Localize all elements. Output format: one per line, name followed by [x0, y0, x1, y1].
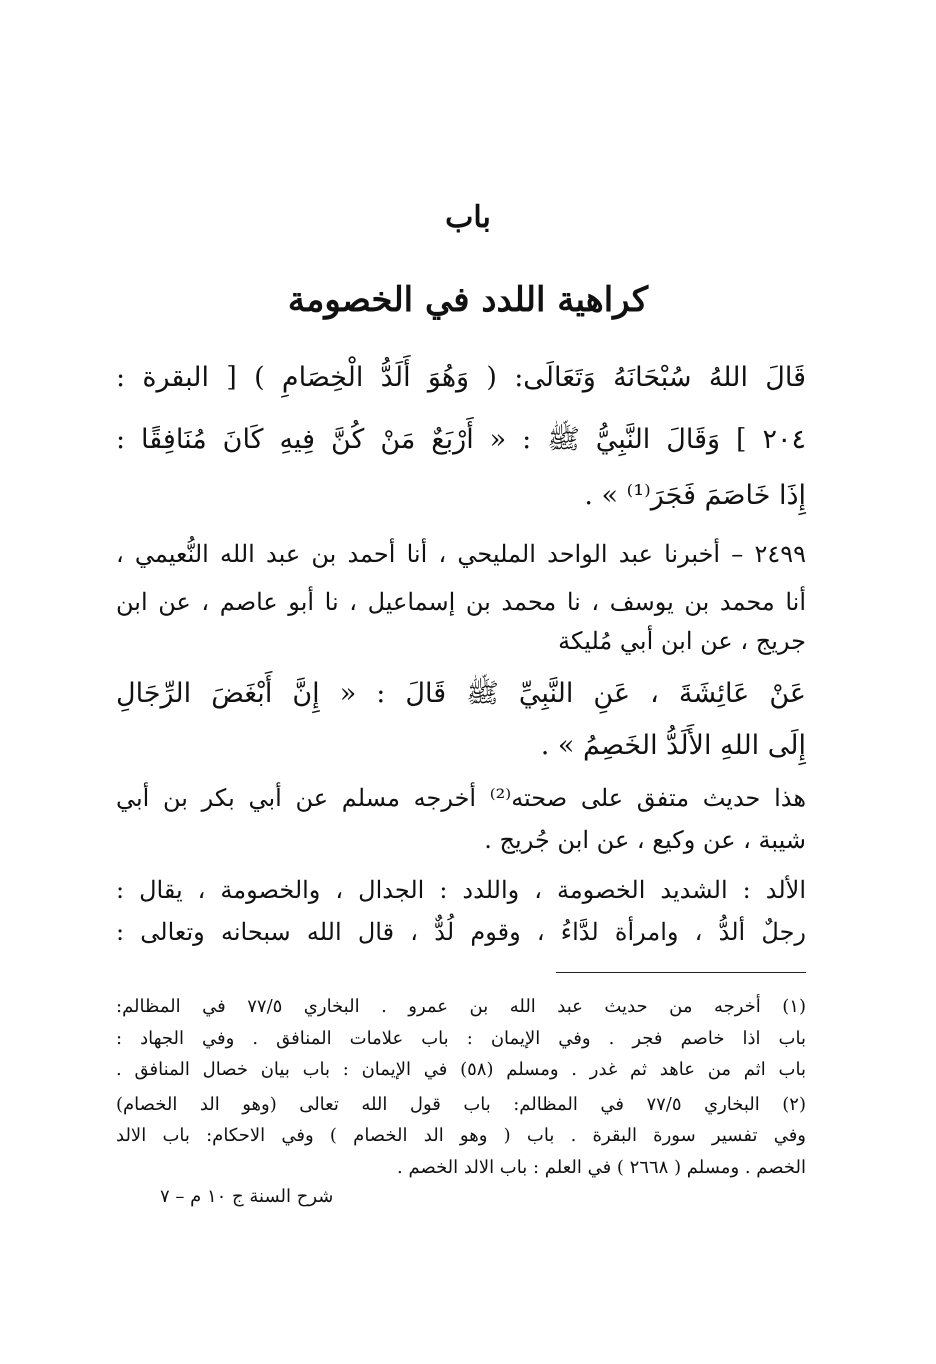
quran-line: ٢٠٤ ] وَقَالَ النَّبِيُّ ﷺ : « أَرْبَعٌ مَنْ كُنَّ فِيهِ كَانَ مُنَافِقًا :	[116, 424, 806, 455]
footnote-line: (١) أخرجه من حديث عبد الله بن عمرو . البخاري ٧٧/٥ في المظالم:	[116, 996, 806, 1017]
footnote-line: باب اذا خاصم فجر . وفي الإيمان : باب علامات المنافق . وفي الجهاد :	[116, 1028, 806, 1049]
footnote-separator	[556, 972, 806, 973]
footnote-line: الخصم . ومسلم ( ٢٦٦٨ ) في العلم : باب الالد الخصم .	[397, 1157, 806, 1178]
hadith-isnad-line: جريج ، عن ابن أبي مُليكة	[558, 627, 806, 655]
chapter-title: كراهية اللدد في الخصومة	[287, 280, 649, 320]
hadith-matn-line: عَنْ عَائِشَةَ ، عَنِ النَّبِيِّ ﷺ قَالَ : « إِنَّ أَبْغَضَ الرِّجَالِ	[116, 678, 806, 709]
hadith-isnad-line: ٢٤٩٩ – أخبرنا عبد الواحد المليحي ، أنا أحمد بن عبد الله النُّعيمي ،	[116, 540, 806, 568]
footnote-line: (٢) البخاري ٧٧/٥ في المظالم: باب قول الله تعالى (وهو الد الخصام)	[116, 1094, 806, 1115]
chapter-label: باب	[445, 200, 491, 235]
footnote-line: وفي تفسير سورة البقرة . باب ( وهو الد الخصام ) وفي الاحكام: باب الالد	[116, 1125, 806, 1146]
takhrij-line: شيبة ، عن وكيع ، عن ابن جُريج .	[484, 826, 806, 854]
gloss-line: رجلٌ ألدُّ ، وامرأة لدَّاءُ ، وقوم لُدٌّ ، قال الله سبحانه وتعالى :	[116, 918, 806, 946]
hadith-matn-line: إِلَى اللهِ الأَلَدُّ الخَصِمُ » .	[540, 730, 806, 761]
gloss-line: الألد : الشديد الخصومة ، واللدد : الجدال ، والخصومة ، يقال :	[116, 876, 806, 904]
footnote-line: باب اثم من عاهد ثم غدر . ومسلم (٥٨) في الإيمان : باب بيان خصال المنافق .	[116, 1059, 806, 1080]
page-signature: شرح السنة ج ١٠ م – ٧	[160, 1186, 334, 1207]
hadith-isnad-line: أنا محمد بن يوسف ، نا محمد بن إسماعيل ، نا أبو عاصم ، عن ابن	[116, 588, 806, 616]
quran-line: إِذَا خَاصَمَ فَجَرَ⁽¹⁾ » .	[584, 480, 806, 511]
takhrij-line: هذا حديث متفق على صحته⁽²⁾ أخرجه مسلم عن أبي بكر بن أبي	[116, 784, 806, 812]
quran-line: قَالَ اللهُ سُبْحَانَهُ وَتَعَالَى: ( وَهُوَ أَلَدُّ الْخِصَامِ ) [ البقرة :	[116, 362, 806, 393]
